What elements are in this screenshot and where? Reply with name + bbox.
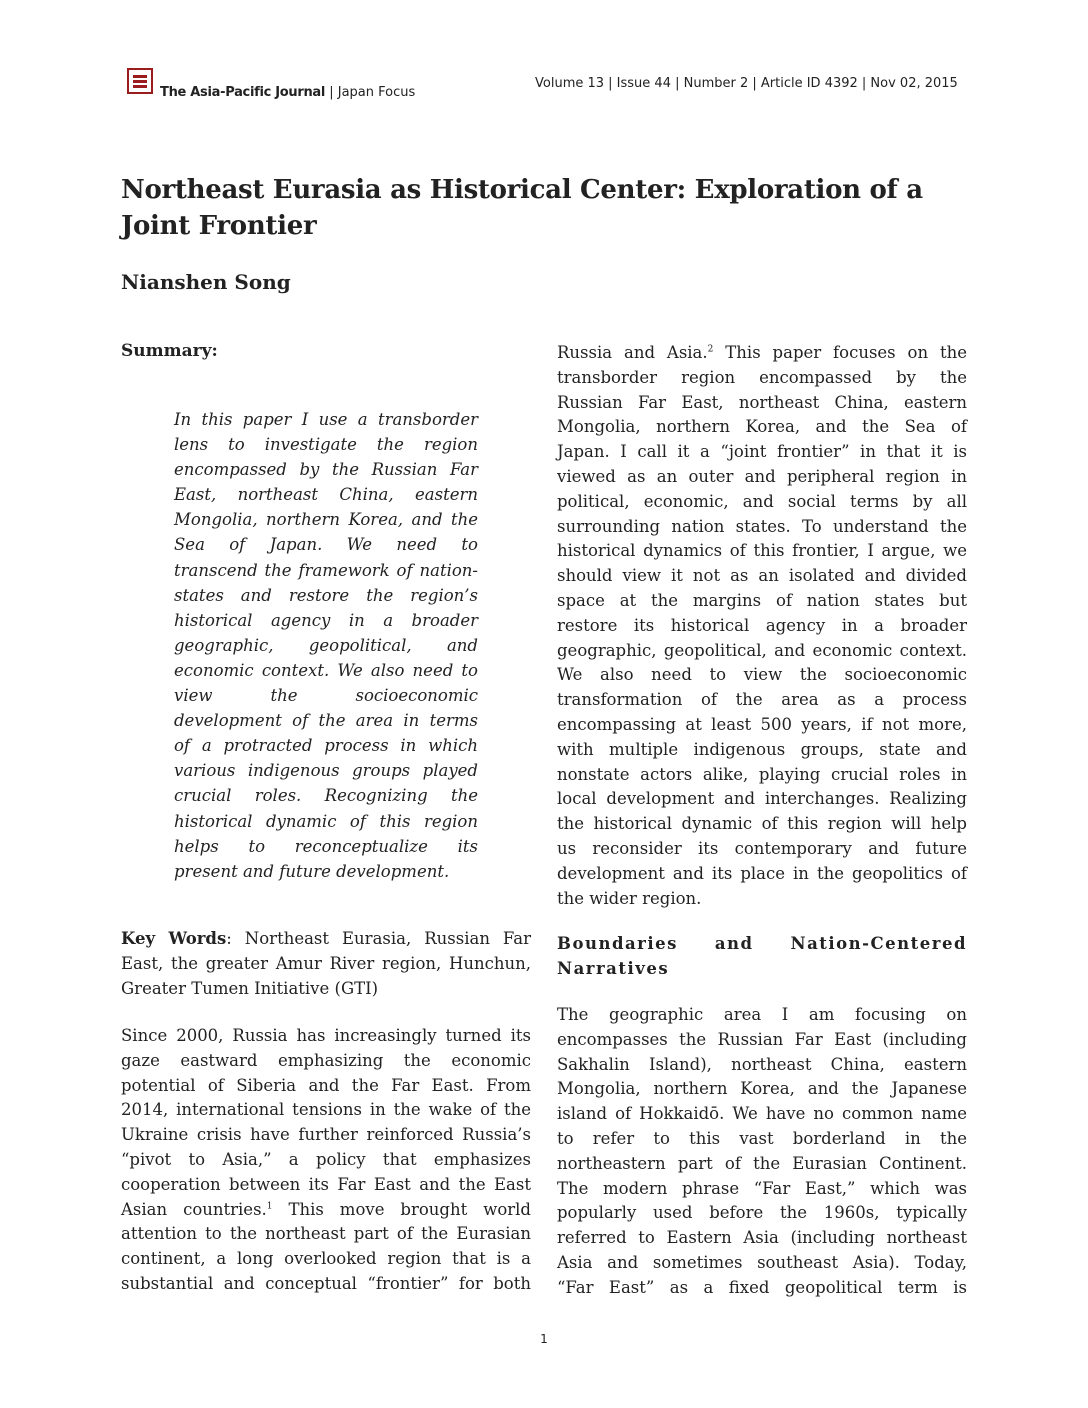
abstract-line: Mongolia, northern Korea, and the bbox=[174, 510, 478, 530]
article-author: Nianshen Song bbox=[121, 270, 291, 294]
abstract-line: Sea of Japan. We need to bbox=[174, 535, 478, 555]
keywords-line: Greater Tumen Initiative (GTI) bbox=[121, 978, 379, 998]
footnote-ref-2[interactable]: 2 bbox=[707, 344, 714, 355]
summary-heading: Summary: bbox=[121, 341, 218, 361]
body-line: encompasses the Russian Far East (including bbox=[557, 1029, 967, 1049]
body-line: “pivot to Asia,” a policy that emphasizes bbox=[121, 1149, 531, 1169]
journal-name-title: The Asia-Pacific Journal bbox=[160, 85, 326, 100]
body-line: Ukraine crisis have further reinforced Russia’s bbox=[121, 1125, 531, 1145]
body-line: Since 2000, Russia has increasingly turned its bbox=[121, 1026, 531, 1045]
body-line: development and its place in the geopolitics of bbox=[557, 863, 967, 883]
body-line: us reconsider its contemporary and future bbox=[557, 838, 967, 858]
body-line: encompassing at least 500 years, if not more, bbox=[557, 714, 967, 734]
body-line: attention to the northeast part of the Eurasian bbox=[121, 1224, 531, 1244]
body-line: Asian countries. bbox=[121, 1199, 267, 1219]
page-number: 1 bbox=[540, 1332, 548, 1346]
body-line: political, economic, and social terms by all bbox=[557, 491, 967, 511]
body-line: Sakhalin Island), northeast China, eastern bbox=[557, 1054, 967, 1074]
body-line: geographic, geopolitical, and economic context. bbox=[557, 640, 967, 660]
body-line: transformation of the area as a process bbox=[557, 690, 967, 710]
journal-name bbox=[160, 85, 415, 100]
abstract-line: crucial roles. Recognizing the bbox=[174, 786, 478, 806]
body-line: restore its historical agency in a broader bbox=[557, 615, 967, 635]
article-meta: Volume 13 | Issue 44 | Number 2 | Article ID 4392 | Nov 02, 2015 bbox=[535, 76, 958, 91]
abstract-line: East, northeast China, eastern bbox=[174, 485, 478, 505]
body-line: transborder region encompassed by the bbox=[557, 367, 967, 387]
body-line: continent, a long overlooked region that is a bbox=[121, 1249, 531, 1269]
keywords-line: : Northeast Eurasia, Russian Far bbox=[226, 929, 531, 948]
section-paragraph bbox=[557, 1003, 967, 1301]
keywords-line: East, the greater Amur River region, Hunchun, bbox=[121, 953, 531, 973]
body-line: the historical dynamic of this region will help bbox=[557, 814, 967, 834]
body-line: to refer to this vast borderland in the bbox=[557, 1128, 967, 1148]
body-line: cooperation between its Far East and the East bbox=[121, 1174, 531, 1194]
body-line: We also need to view the socioeconomic bbox=[557, 665, 967, 685]
abstract-line: helps to reconceptualize its bbox=[174, 836, 478, 856]
right-column-paragraph bbox=[557, 341, 967, 911]
abstract-line: various indigenous groups played bbox=[174, 761, 478, 781]
keywords bbox=[121, 927, 531, 1001]
body-line: The geographic area I am focusing on bbox=[557, 1005, 967, 1024]
body-line: referred to Eastern Asia (including northeast bbox=[557, 1228, 967, 1248]
article-title: Northeast Eurasia as Historical Center: Exploration of a Joint Frontier bbox=[121, 175, 923, 241]
body-line: 2014, international tensions in the wake of the bbox=[121, 1100, 531, 1120]
abstract-line: development of the area in terms bbox=[174, 711, 478, 731]
abstract-line: of a protracted process in which bbox=[174, 736, 478, 756]
body-line: nonstate actors alike, playing crucial roles in bbox=[557, 764, 967, 784]
body-line: substantial and conceptual “frontier” for both bbox=[121, 1273, 531, 1293]
body-line: island of Hokkaidō. We have no common name bbox=[557, 1104, 967, 1124]
body-line: surrounding nation states. To understand the bbox=[557, 516, 967, 536]
section-heading bbox=[557, 931, 967, 981]
body-line-tail: This paper focuses on the bbox=[713, 343, 968, 362]
body-line: viewed as an outer and peripheral region in bbox=[557, 466, 967, 486]
body-line-tail: This move brought world bbox=[272, 1199, 531, 1219]
body-line: Russia and Asia. bbox=[557, 343, 708, 362]
abstract-line: view the socioeconomic bbox=[174, 686, 478, 706]
abstract-line: historical dynamic of this region bbox=[174, 811, 478, 831]
body-line: the wider region. bbox=[557, 888, 702, 908]
body-line: “Far East” as a fixed geopolitical term is bbox=[557, 1277, 967, 1297]
footnote-ref-1[interactable]: 1 bbox=[266, 1201, 273, 1212]
abstract-line: In this paper I use a transborder bbox=[174, 410, 478, 429]
body-line: Japan. I call it a “joint frontier” in that it is bbox=[557, 442, 967, 462]
body-line: historical dynamics of this frontier, I argue, we bbox=[557, 541, 967, 561]
body-line: The modern phrase “Far East,” which was bbox=[557, 1178, 967, 1198]
abstract-line: lens to investigate the region bbox=[174, 435, 478, 455]
journal-logo-icon bbox=[127, 68, 153, 94]
abstract bbox=[174, 407, 478, 884]
journal-name-subtitle: | Japan Focus bbox=[329, 85, 416, 100]
body-line: should view it not as an isolated and divided bbox=[557, 566, 967, 586]
body-line: Russian Far East, northeast China, eastern bbox=[557, 392, 967, 412]
body-line: popularly used before the 1960s, typically bbox=[557, 1203, 967, 1223]
abstract-line: encompassed by the Russian Far bbox=[174, 460, 478, 480]
abstract-line: states and restore the region’s bbox=[174, 585, 478, 605]
body-line: northeastern part of the Eurasian Continent. bbox=[557, 1153, 967, 1173]
abstract-line: geographic, geopolitical, and bbox=[174, 635, 478, 655]
intro-paragraph bbox=[121, 1024, 531, 1297]
abstract-line: economic context. We also need to bbox=[174, 660, 478, 680]
abstract-line: present and future development. bbox=[174, 861, 450, 881]
abstract-line: transcend the framework of nation- bbox=[174, 560, 478, 580]
section-heading-line: Narratives bbox=[557, 959, 670, 978]
body-line: Asia and sometimes southeast Asia). Today, bbox=[557, 1252, 967, 1272]
body-line: gaze eastward emphasizing the economic bbox=[121, 1050, 531, 1070]
section-heading-line: Boundaries and Nation-Centered bbox=[557, 934, 967, 953]
body-line: local development and interchanges. Realizing bbox=[557, 789, 967, 809]
body-line: with multiple indigenous groups, state and bbox=[557, 739, 967, 759]
body-line: potential of Siberia and the Far East. From bbox=[121, 1075, 531, 1095]
body-line: Mongolia, northern Korea, and the Sea of bbox=[557, 417, 967, 437]
body-line: Mongolia, northern Korea, and the Japanese bbox=[557, 1079, 967, 1099]
abstract-line: historical agency in a broader bbox=[174, 610, 478, 630]
body-line: space at the margins of nation states but bbox=[557, 590, 967, 610]
keywords-label: Key Words bbox=[121, 929, 227, 948]
